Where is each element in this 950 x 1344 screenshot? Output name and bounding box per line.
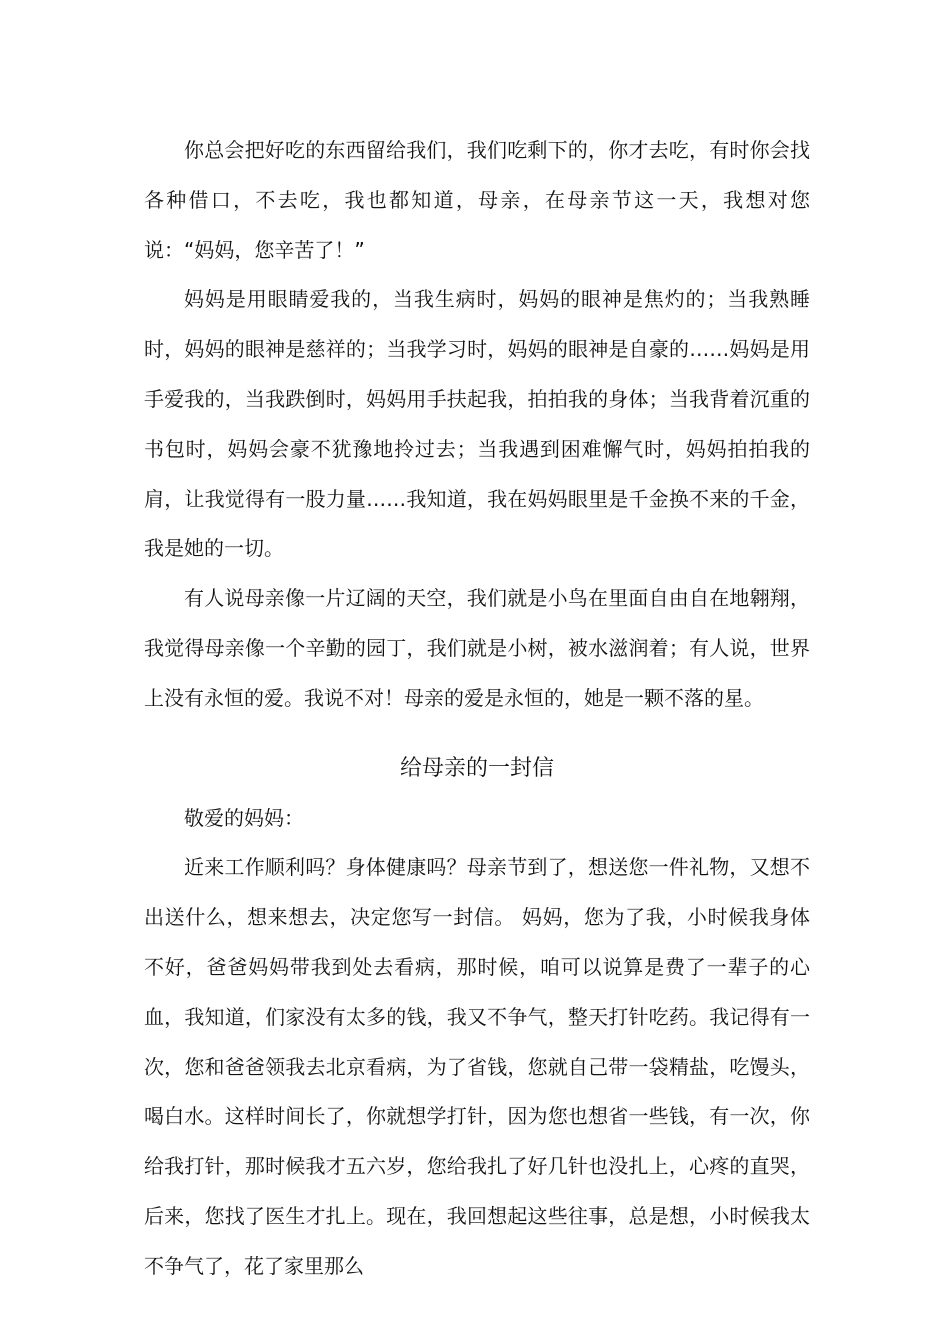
letter-title: 给母亲的一封信 (399, 755, 554, 781)
paragraph-mother-sacrifice: 你总会把好吃的东西留给我们，我们吃剩下的，你才去吃，有时你会找各种借口，不去吃，我也都知道，母亲，在母亲节这一天，我想对您说：“妈妈，您辛苦了！” (144, 138, 810, 262)
document-body (144, 126, 810, 1292)
paragraph-mother-love-eternal: 有人说母亲像一片辽阔的天空，我们就是小鸟在里面自由自在地翱翔，我觉得母亲像一个辛勤的园丁，我们就是小树，被水滋润着；有人说，世界上没有永恒的爱。我说不对！母亲的爱是永恒的，她是一颗不落的星。 (144, 586, 810, 710)
letter-body: 近来工作顺利吗？身体健康吗？母亲节到了，想送您一件礼物，又想不出送什么，想来想去，决定您写一封信。 妈妈，您为了我，小时候我身体不好，爸爸妈妈带我到处去看病，那时候，咱可以说算是费了一辈子的心血，我知道，们家没有太多的钱，我又不争气，整天打针吃药。我记得有一次，您和爸爸领我去北京看病，为了省钱，您就自己带一袋精盐，吃馒头，喝白水。这样时间长了，你就想学打针，因为您也想省一些钱，有一次，你给我打针，那时候我才五六岁，您给我扎了好几针也没扎上，心疼的直哭，后来，您找了医生才扎上。现在，我回想起这些往事，总是想，小时候我太不争气了，花了家里那么 (144, 855, 810, 1278)
paragraph-mother-eyes-hands: 妈妈是用眼睛爱我的，当我生病时，妈妈的眼神是焦灼的；当我熟睡时，妈妈的眼神是慈祥的；当我学习时，妈妈的眼神是自豪的……妈妈是用手爱我的，当我跌倒时，妈妈用手扶起我，拍拍我的身体；当我背着沉重的书包时，妈妈会豪不犹豫地拎过去；当我遇到困难懈气时，妈妈拍拍我的肩，让我觉得有一股力量……我知道，我在妈妈眼里是千金换不来的千金，我是她的一切。 (144, 287, 810, 561)
letter-salutation: 敬爱的妈妈： (184, 805, 304, 830)
